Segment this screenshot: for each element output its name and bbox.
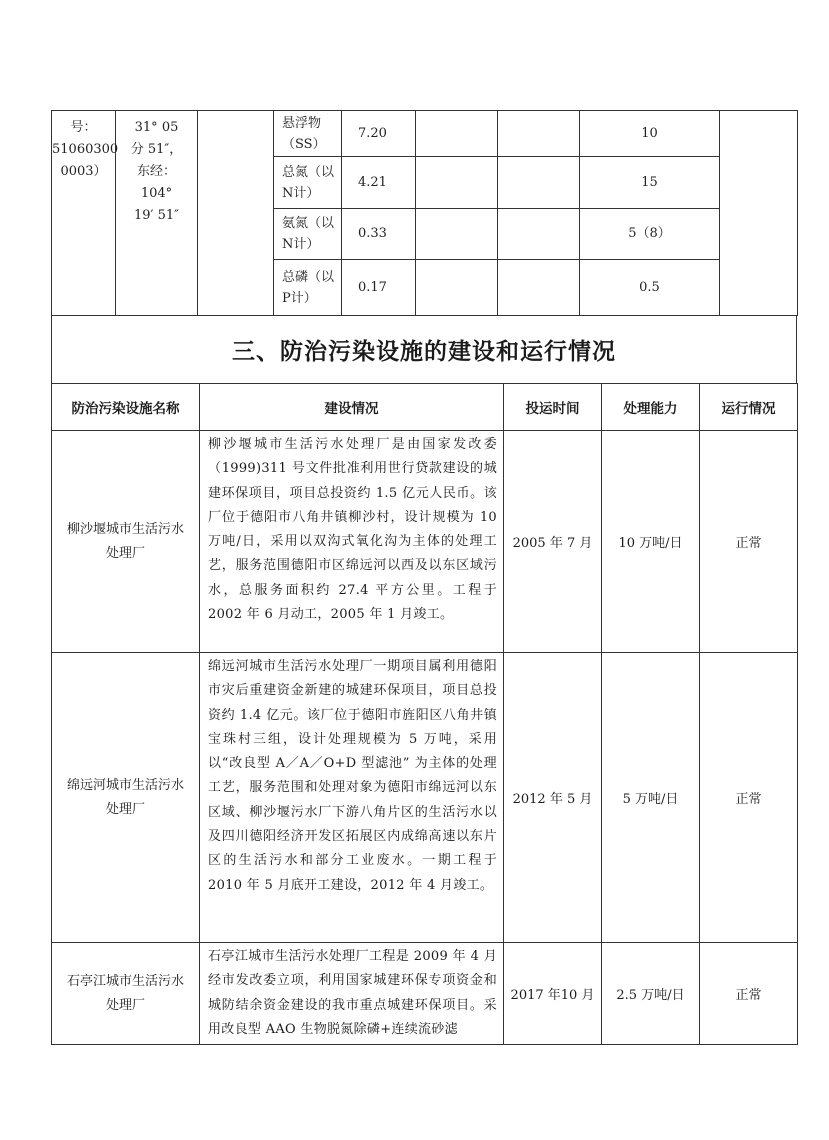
pollutant-name: 悬浮物 （SS） xyxy=(282,115,326,152)
table-row xyxy=(52,943,798,1045)
value-cell xyxy=(342,209,416,260)
measured-value: 7.20 xyxy=(358,125,387,141)
facility-name: 绵远河城市生活污水处理厂 xyxy=(52,653,200,943)
empty-cell xyxy=(498,111,580,157)
facility-capacity: 5 万吨/日 xyxy=(602,653,700,943)
facility-header-row xyxy=(52,384,798,431)
coordinates: 31° 05 分 51″， 东经： 104° 19′ 51″ xyxy=(130,120,183,223)
measured-value: 0.17 xyxy=(358,279,387,295)
pollutant-cell xyxy=(274,209,342,260)
limit-cell xyxy=(580,111,720,157)
facility-status: 正常 xyxy=(700,943,798,1045)
outlet-id: 号： 51060300 0003） xyxy=(52,120,119,179)
facility-construction: 柳沙堰城市生活污水处理厂是由国家发改委（1999)311 号文件批准利用世行贷款建设的城建环保项目，项目总投资约 1.5 亿元人民币。该厂位于德阳市八角井镇柳沙村，设计规模为 10 万吨/日，采用以双沟式氧化沟为主体的处理工艺，服务范围德阳市区绵远河以西及以东区域污水，总服务面积约 27.4 平方公里。工程于 2002 年 6 月动工，2005 年 1 月竣工。 xyxy=(200,431,504,653)
header-construction: 建设情况 xyxy=(200,384,504,431)
facility-start-date: 2005 年 7 月 xyxy=(504,431,602,653)
facility-name: 石亭江城市生活污水处理厂 xyxy=(52,943,200,1045)
table-row xyxy=(52,431,798,653)
monitoring-table xyxy=(51,110,798,316)
header-status: 运行情况 xyxy=(700,384,798,431)
empty-cell xyxy=(416,260,498,316)
outlet-id-cell xyxy=(52,111,119,316)
header-name: 防治污染设施名称 xyxy=(52,384,200,431)
measured-value: 0.33 xyxy=(358,226,387,241)
table-row xyxy=(52,653,798,943)
empty-cell xyxy=(498,157,580,209)
empty-cell xyxy=(416,209,498,260)
value-cell xyxy=(342,157,416,209)
header-start-date: 投运时间 xyxy=(504,384,602,431)
measured-value: 4.21 xyxy=(358,174,387,190)
pollutant-name: 总磷（以 P计） xyxy=(282,269,335,306)
facility-status: 正常 xyxy=(700,431,798,653)
limit-value: 0.5 xyxy=(639,279,660,295)
coordinates-cell xyxy=(116,111,198,316)
empty-cell xyxy=(416,157,498,209)
facility-name: 柳沙堰城市生活污水处理厂 xyxy=(52,431,200,653)
limit-cell xyxy=(580,260,720,316)
facility-table xyxy=(51,383,798,1045)
empty-cell xyxy=(720,111,798,316)
limit-value: 5（8） xyxy=(628,226,671,241)
header-capacity: 处理能力 xyxy=(602,384,700,431)
section-title: 三、防治污染设施的建设和运行情况 xyxy=(51,315,797,383)
empty-cell xyxy=(498,260,580,316)
pollutant-cell xyxy=(274,111,342,157)
pollutant-name: 总氮（以 N计） xyxy=(282,164,335,201)
facility-capacity: 2.5 万吨/日 xyxy=(602,943,700,1045)
facility-start-date: 2012 年 5 月 xyxy=(504,653,602,943)
facility-capacity: 10 万吨/日 xyxy=(602,431,700,653)
pollutant-cell xyxy=(274,157,342,209)
value-cell xyxy=(342,111,416,157)
value-cell xyxy=(342,260,416,316)
limit-value: 15 xyxy=(641,174,658,190)
limit-value: 10 xyxy=(641,125,658,141)
facility-construction: 绵远河城市生活污水处理厂一期项目属利用德阳市灾后重建资金新建的城建环保项目，项目总投资约 1.4 亿元。该厂位于德阳市旌阳区八角井镇宝珠村三组，设计处理规模为 5 万吨，采用以“改良型 A／A／O+D 型滤池” 为主体的处理工艺，服务范围和处理对象为德阳市绵远河以东区域、柳沙堰污水厂下游八角片区的生活污水以及四川德阳经济开发区拓展区内成绵高速以东片区的生活污水和部分工业废水。一期工程于 2010 年 5 月底开工建设，2012 年 4 月竣工。 xyxy=(200,653,504,943)
pollutant-cell xyxy=(274,260,342,316)
facility-start-date: 2017 年10 月 xyxy=(504,943,602,1045)
pollutant-name: 氨氮（以 N计） xyxy=(282,216,335,252)
facility-construction: 石亭江城市生活污水处理厂工程是 2009 年 4 月经市发改委立项，利用国家城建环保专项资金和城防结余资金建设的我市重点城建环保项目。采用改良型 AAO 生物脱氮除磷+连续流砂滤 xyxy=(200,943,504,1045)
facility-status: 正常 xyxy=(700,653,798,943)
empty-cell xyxy=(198,111,274,316)
empty-cell xyxy=(416,111,498,157)
limit-cell xyxy=(580,209,720,260)
limit-cell xyxy=(580,157,720,209)
empty-cell xyxy=(498,209,580,260)
